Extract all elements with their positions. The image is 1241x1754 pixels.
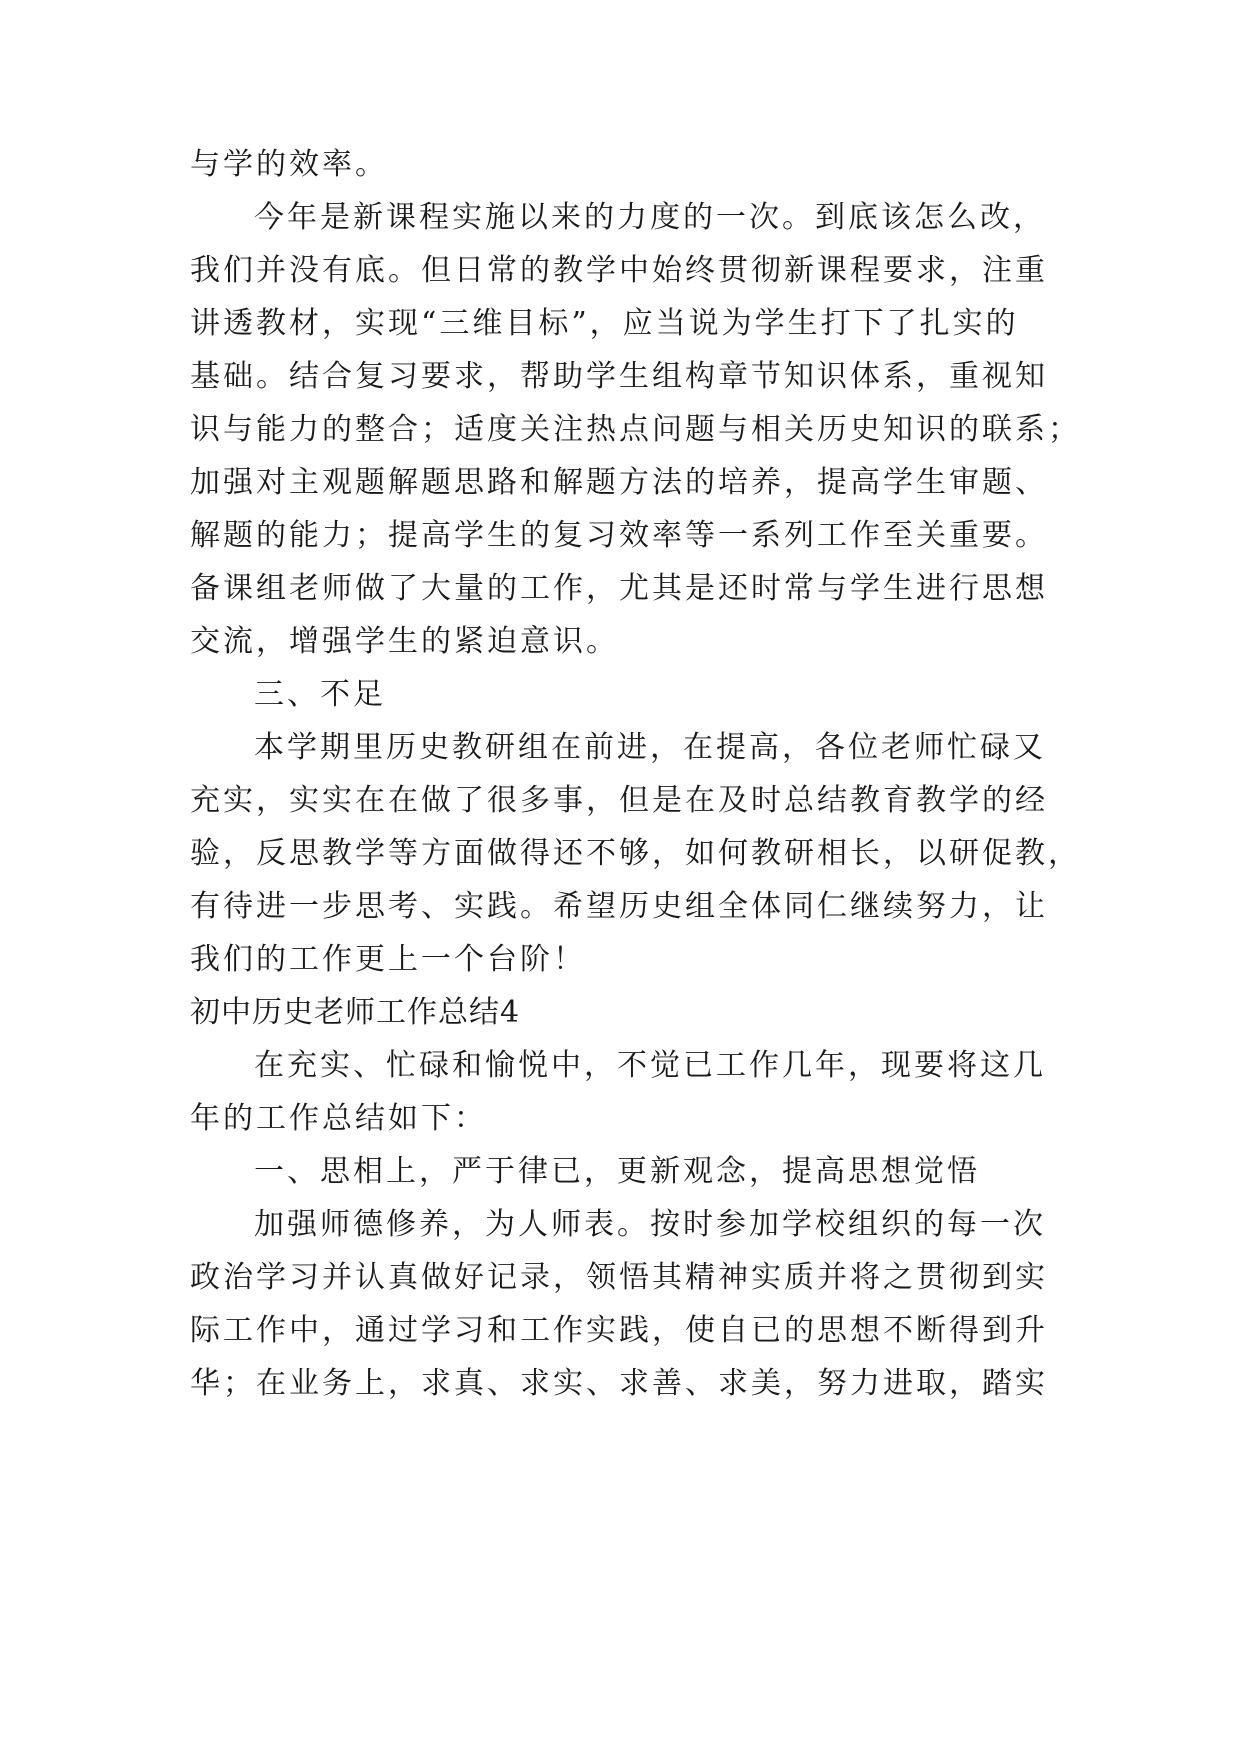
text-line: 政治学习并认真做好记录，领悟其精神实质并将之贯彻到实: [190, 1260, 1048, 1295]
text-line: 加强对主观题解题思路和解题方法的培养，提高学生审题、: [190, 465, 1048, 500]
section-heading: 一、思相上，严于律已，更新观念，提高思想觉悟: [254, 1154, 980, 1189]
text-line: 与学的效率。: [190, 147, 388, 182]
text-line: 际工作中，通过学习和工作实践，使自已的思想不断得到升: [190, 1313, 1048, 1348]
text-line: 解题的能力；提高学生的复习效率等一系列工作至关重要。: [190, 518, 1048, 553]
text-line: 在充实、忙碌和愉悦中，不觉已工作几年，现要将这几: [254, 1048, 1046, 1083]
text-line: 加强师德修养，为人师表。按时参加学校组织的每一次: [254, 1207, 1046, 1242]
text-line: 交流，增强学生的紧迫意识。: [190, 624, 619, 659]
text-line: 备课组老师做了大量的工作，尤其是还时常与学生进行思想: [190, 571, 1048, 606]
text-line: 有待进一步思考、实践。希望历史组全体同仁继续努力，让: [190, 889, 1048, 924]
document-title: 初中历史老师工作总结4: [190, 995, 521, 1030]
text-line: 年的工作总结如下：: [190, 1101, 487, 1136]
text-line: 今年是新课程实施以来的力度的一次。到底该怎么改，: [254, 200, 1046, 235]
text-line: 基础。结合复习要求，帮助学生组构章节知识体系，重视知: [190, 359, 1048, 394]
text-line: 本学期里历史教研组在前进，在提高，各位老师忙碌又: [254, 730, 1046, 765]
text-line: 识与能力的整合；适度关注热点问题与相关历史知识的联系；: [190, 412, 1081, 447]
text-line: 讲透教材，实现“三维目标”，应当说为学生打下了扎实的: [190, 306, 1019, 341]
text-line: 充实，实实在在做了很多事，但是在及时总结教育教学的经: [190, 783, 1048, 818]
text-line: 华；在业务上，求真、求实、求善、求美，努力进取，踏实: [190, 1366, 1048, 1401]
text-line: 验，反思教学等方面做得还不够，如何教研相长，以研促教，: [190, 836, 1081, 871]
section-heading: 三、不足: [254, 677, 386, 712]
text-line: 我们并没有底。但日常的教学中始终贯彻新课程要求，注重: [190, 253, 1048, 288]
text-line: 我们的工作更上一个台阶！: [190, 942, 586, 977]
